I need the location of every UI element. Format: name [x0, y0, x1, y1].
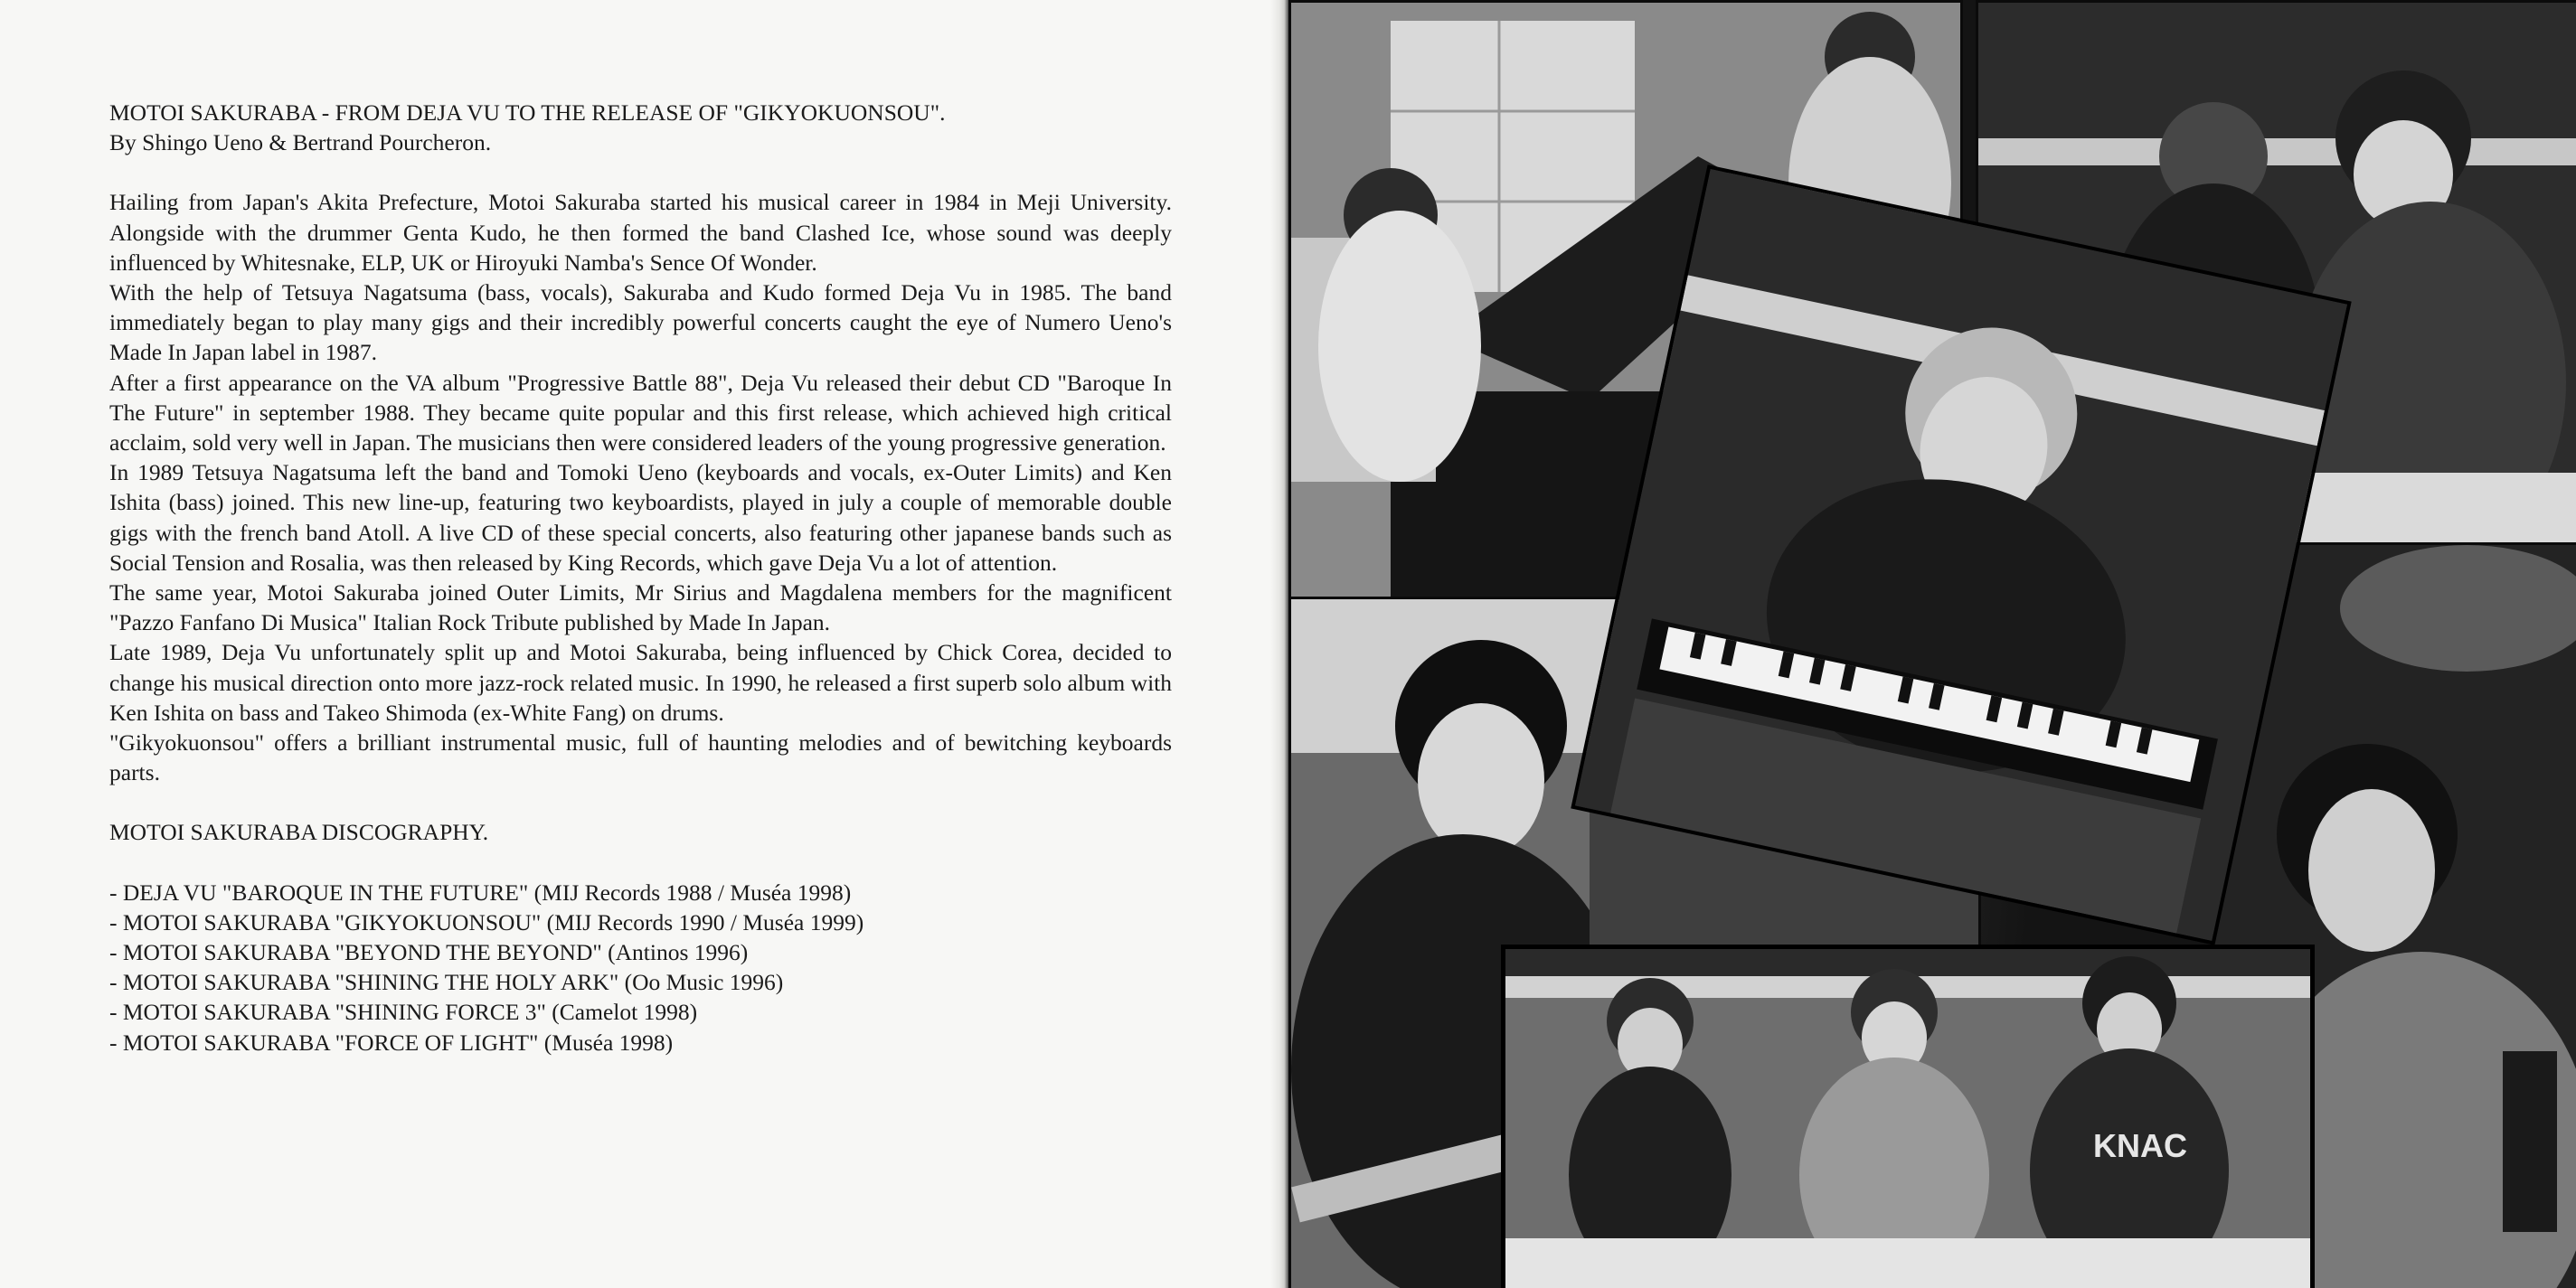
discography-item: - MOTOI SAKURABA "GIKYOKUONSOU" (MIJ Records 1990 / Muséa 1999)	[109, 908, 864, 935]
tshirt-logo: KNAC	[2093, 1127, 2187, 1164]
photo-band-group-image	[1505, 949, 2310, 1288]
booklet-fold	[1270, 0, 1290, 1288]
paragraph-debut-cd: After a first appearance on the VA album "Progressive Battle 88", Deja Vu released their debut CD "Baroque In The Future" in september 1988. They became quite popular and this first release, which achieved high critical acclaim, sold very well in Japan. The musicians then were considered leaders of the young progressive generation.	[109, 369, 1172, 456]
liner-notes	[109, 98, 1172, 1058]
paragraph-tribute: The same year, Motoi Sakuraba joined Outer Limits, Mr Sirius and Magdalena members for the magnificent "Pazzo Fanfano Di Musica" Italian Rock Tribute published by Made In Japan.	[109, 579, 1172, 636]
paragraph-gikyokuonsou: "Gikyokuonsou" offers a brilliant instrumental music, full of haunting melodies and of bewitching keyboards parts.	[109, 729, 1172, 786]
spacer	[109, 157, 1172, 187]
photo-band-group	[1501, 945, 2315, 1288]
spacer	[109, 848, 1172, 878]
article-byline: By Shingo Ueno & Bertrand Pourcheron.	[109, 129, 492, 156]
left-page	[0, 0, 1286, 1288]
spacer	[109, 787, 1172, 817]
article-title: MOTOI SAKURABA - FROM DEJA VU TO THE RELEASE OF "GIKYOKUONSOU".	[109, 99, 946, 126]
discography-list	[109, 878, 1172, 1058]
discography-item: - MOTOI SAKURABA "FORCE OF LIGHT" (Muséa 1998)	[109, 1029, 674, 1056]
discography-heading: MOTOI SAKURABA DISCOGRAPHY.	[109, 819, 489, 846]
photo-collage-page	[1288, 0, 2576, 1288]
paragraph-split: Late 1989, Deja Vu unfortunately split up and Motoi Sakuraba, being influenced by Chick Corea, decided to change his musical direction onto more jazz-rock related music. In 1990, he released a first superb solo album with Ken Ishita on bass and Takeo Shimoda (ex-White Fang) on drums.	[109, 639, 1172, 726]
paragraph-lineup-change: In 1989 Tetsuya Nagatsuma left the band and Tomoki Ueno (keyboards and vocals, ex-Outer Limits) and Ken Ishita (bass) joined. This new line-up, featuring two keyboardists, played in july a couple of memorable double gigs with the french band Atoll. A live CD of these special concerts, also featuring other japanese bands such as Social Tension and Rosalia, was then released by King Records, which gave Deja Vu a lot of attention.	[109, 459, 1172, 576]
photo-keyboardist-image	[1575, 169, 2347, 941]
paragraph-origins: Hailing from Japan's Akita Prefecture, Motoi Sakuraba started his musical career in 1984 in Meji University. Alongside with the drummer Genta Kudo, he then formed the band Clashed Ice, whose sound was deeply influenced by Whitesnake, ELP, UK or Hiroyuki Namba's Sence Of Wonder.	[109, 189, 1172, 276]
discography-item: - DEJA VU "BAROQUE IN THE FUTURE" (MIJ Records 1988 / Muséa 1998)	[109, 879, 852, 906]
paragraph-deja-vu-formed: With the help of Tetsuya Nagatsuma (bass, vocals), Sakuraba and Kudo formed Deja Vu in 1985. The band immediately began to play many gigs and their incredibly powerful concerts caught the eye of Numero Ueno's Made In Japan label in 1987.	[109, 279, 1172, 366]
photo-keyboardist	[1571, 165, 2351, 945]
discography-item: - MOTOI SAKURABA "SHINING THE HOLY ARK" (Oo Music 1996)	[109, 969, 784, 996]
discography-item: - MOTOI SAKURABA "SHINING FORCE 3" (Camelot 1998)	[109, 999, 698, 1026]
discography-item: - MOTOI SAKURABA "BEYOND THE BEYOND" (Antinos 1996)	[109, 939, 749, 966]
